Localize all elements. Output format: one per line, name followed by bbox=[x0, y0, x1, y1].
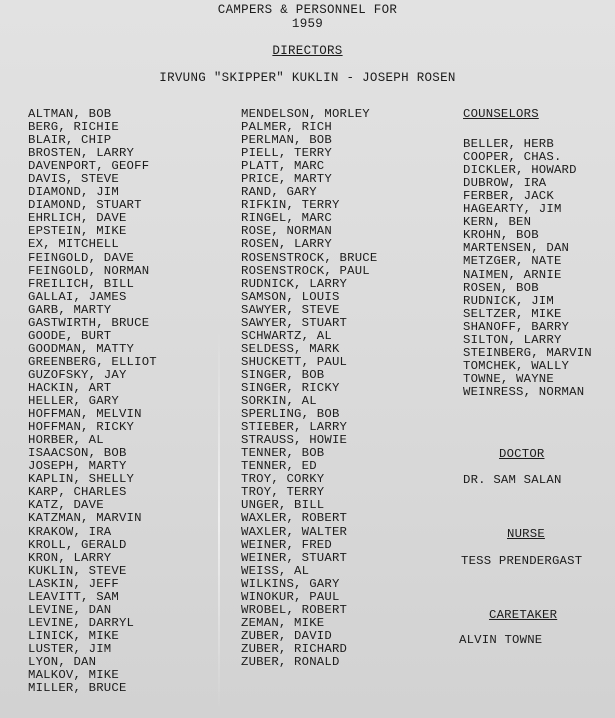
list-item: SELTZER, MIKE bbox=[463, 306, 562, 321]
list-item: SINGER, BOB bbox=[241, 367, 325, 382]
nurse-heading: NURSE bbox=[507, 527, 545, 541]
list-item: DAVENPORT, GEOFF bbox=[28, 159, 150, 174]
list-item: GARB, MARTY bbox=[28, 302, 112, 317]
list-item: MALKOV, MIKE bbox=[28, 668, 119, 683]
list-item: WAXLER, WALTER bbox=[241, 524, 348, 539]
list-item: SHUCKETT, PAUL bbox=[241, 354, 348, 369]
counselors-heading: COUNSELORS bbox=[463, 107, 539, 121]
list-item: SILTON, LARRY bbox=[463, 332, 562, 347]
list-item: ROSE, NORMAN bbox=[241, 224, 332, 239]
list-item: LASKIN, JEFF bbox=[28, 576, 119, 591]
list-item: PERLMAN, BOB bbox=[241, 133, 332, 148]
list-item: MENDELSON, MORLEY bbox=[241, 107, 370, 121]
list-item: WILKINS, GARY bbox=[241, 576, 340, 591]
list-item: DICKLER, HOWARD bbox=[463, 163, 577, 178]
list-item: DIAMOND, JIM bbox=[28, 185, 119, 200]
list-item: JOSEPH, MARTY bbox=[28, 459, 127, 474]
list-item: MILLER, BRUCE bbox=[28, 681, 127, 696]
list-item: TENNER, ED bbox=[241, 459, 317, 474]
counselors-list bbox=[463, 137, 592, 399]
list-item: WROBEL, ROBERT bbox=[241, 602, 348, 617]
doctor-name: DR. SAM SALAN bbox=[463, 473, 562, 487]
list-item: WEINRESS, NORMAN bbox=[463, 384, 585, 399]
list-item: BROSTEN, LARRY bbox=[28, 146, 135, 161]
list-item: STEINBERG, MARVIN bbox=[463, 345, 592, 360]
list-item: DAVIS, STEVE bbox=[28, 172, 119, 187]
list-item: MARTENSEN, DAN bbox=[463, 241, 570, 256]
list-item: SINGER, RICKY bbox=[241, 380, 340, 395]
list-item: EX, MITCHELL bbox=[28, 237, 119, 252]
list-item: RIFKIN, TERRY bbox=[241, 198, 340, 213]
list-item: FERBER, JACK bbox=[463, 189, 554, 204]
list-item: KATZMAN, MARVIN bbox=[28, 511, 142, 526]
list-item: PRICE, MARTY bbox=[241, 172, 332, 187]
list-item: DIAMOND, STUART bbox=[28, 198, 142, 213]
list-item: ROSENSTROCK, PAUL bbox=[241, 263, 370, 278]
caretaker-name: ALVIN TOWNE bbox=[459, 633, 543, 647]
list-item: KERN, BEN bbox=[463, 215, 532, 230]
list-item: LUSTER, JIM bbox=[28, 641, 112, 656]
list-item: WINOKUR, PAUL bbox=[241, 589, 340, 604]
list-item: ALTMAN, BOB bbox=[28, 107, 112, 121]
list-item: COOPER, CHAS. bbox=[463, 150, 562, 165]
list-item: LINICK, MIKE bbox=[28, 628, 119, 643]
list-item: PIELL, TERRY bbox=[241, 146, 332, 161]
list-item: SELDESS, MARK bbox=[241, 341, 340, 356]
list-item: ROSENSTROCK, BRUCE bbox=[241, 250, 378, 265]
list-item: ZUBER, RONALD bbox=[241, 654, 340, 669]
list-item: DUBROW, IRA bbox=[463, 176, 547, 191]
list-item: BERG, RICHIE bbox=[28, 120, 119, 135]
directors-heading: DIRECTORS bbox=[272, 44, 343, 58]
nurse-name: TESS PRENDERGAST bbox=[461, 554, 583, 568]
list-item: SPERLING, BOB bbox=[241, 407, 340, 422]
list-item: KUKLIN, STEVE bbox=[28, 563, 127, 578]
list-item: TROY, CORKY bbox=[241, 472, 325, 487]
list-item: KRON, LARRY bbox=[28, 550, 112, 565]
list-item: GOODMAN, MATTY bbox=[28, 341, 135, 356]
list-item: STRAUSS, HOWIE bbox=[241, 433, 348, 448]
list-item: WEISS, AL bbox=[241, 563, 310, 578]
list-item: NAIMEN, ARNIE bbox=[463, 267, 562, 282]
list-item: KRAKOW, IRA bbox=[28, 524, 112, 539]
list-item: ZEMAN, MIKE bbox=[241, 615, 325, 630]
list-item: TENNER, BOB bbox=[241, 446, 325, 461]
list-item: LEAVITT, SAM bbox=[28, 589, 119, 604]
paper-crease bbox=[218, 330, 220, 710]
list-item: TOMCHEK, WALLY bbox=[463, 358, 570, 373]
list-item: EHRLICH, DAVE bbox=[28, 211, 127, 226]
counselors-column bbox=[463, 107, 592, 399]
list-item: ZUBER, RICHARD bbox=[241, 641, 348, 656]
list-item: HOFFMAN, RICKY bbox=[28, 420, 135, 435]
list-item: HELLER, GARY bbox=[28, 394, 119, 409]
list-item: RAND, GARY bbox=[241, 185, 317, 200]
list-item: GASTWIRTH, BRUCE bbox=[28, 315, 150, 330]
list-item: WEINER, FRED bbox=[241, 537, 332, 552]
list-item: ROSEN, BOB bbox=[463, 280, 539, 295]
document-title: CAMPERS & PERSONNEL FOR bbox=[217, 3, 398, 17]
list-item: SCHWARTZ, AL bbox=[241, 328, 332, 343]
list-item: KROLL, GERALD bbox=[28, 537, 127, 552]
list-item: KROHN, BOB bbox=[463, 228, 539, 243]
list-item: TROY, TERRY bbox=[241, 485, 325, 500]
list-item: SHANOFF, BARRY bbox=[463, 319, 570, 334]
list-item: LEVINE, DARRYL bbox=[28, 615, 135, 630]
campers-column-2 bbox=[241, 108, 377, 669]
list-item: GOODE, BURT bbox=[28, 328, 112, 343]
list-item: BLAIR, CHIP bbox=[28, 133, 112, 148]
list-item: SAWYER, STUART bbox=[241, 315, 348, 330]
list-item: UNGER, BILL bbox=[241, 498, 325, 513]
list-item: LEVINE, DAN bbox=[28, 602, 112, 617]
list-item: TOWNE, WAYNE bbox=[463, 371, 554, 386]
list-item: HORBER, AL bbox=[28, 433, 104, 448]
list-item: HACKIN, ART bbox=[28, 380, 112, 395]
list-item: SAMSON, LOUIS bbox=[241, 289, 340, 304]
list-item: WEINER, STUART bbox=[241, 550, 348, 565]
list-item: KAPLIN, SHELLY bbox=[28, 472, 135, 487]
list-item: GALLAI, JAMES bbox=[28, 289, 127, 304]
spacer bbox=[463, 121, 592, 138]
list-item: GREENBERG, ELLIOT bbox=[28, 354, 157, 369]
list-item: HOFFMAN, MELVIN bbox=[28, 407, 142, 422]
list-item: SAWYER, STEVE bbox=[241, 302, 340, 317]
list-item: KATZ, DAVE bbox=[28, 498, 104, 513]
list-item: METZGER, NATE bbox=[463, 254, 562, 269]
list-item: ZUBER, DAVID bbox=[241, 628, 332, 643]
list-item: WAXLER, ROBERT bbox=[241, 511, 348, 526]
campers-column-1 bbox=[28, 108, 157, 695]
list-item: FEINGOLD, NORMAN bbox=[28, 263, 150, 278]
list-item: RINGEL, MARC bbox=[241, 211, 332, 226]
list-item: EPSTEIN, MIKE bbox=[28, 224, 127, 239]
list-item: PLATT, MARC bbox=[241, 159, 325, 174]
list-item: BELLER, HERB bbox=[463, 137, 554, 152]
directors-names: IRVUNG "SKIPPER" KUKLIN - JOSEPH ROSEN bbox=[159, 71, 456, 85]
list-item: ISAACSON, BOB bbox=[28, 446, 127, 461]
doctor-heading: DOCTOR bbox=[499, 447, 545, 461]
caretaker-heading: CARETAKER bbox=[489, 608, 558, 622]
list-item: HAGEARTY, JIM bbox=[463, 202, 562, 217]
list-item: ROSEN, LARRY bbox=[241, 237, 332, 252]
list-item: PALMER, RICH bbox=[241, 120, 332, 135]
document-year: 1959 bbox=[291, 17, 324, 31]
list-item: LYON, DAN bbox=[28, 654, 97, 669]
list-item: SORKIN, AL bbox=[241, 394, 317, 409]
list-item: FREILICH, BILL bbox=[28, 276, 135, 291]
list-item: STIEBER, LARRY bbox=[241, 420, 348, 435]
list-item: FEINGOLD, DAVE bbox=[28, 250, 135, 265]
list-item: KARP, CHARLES bbox=[28, 485, 127, 500]
list-item: GUZOFSKY, JAY bbox=[28, 367, 127, 382]
list-item: RUDNICK, LARRY bbox=[241, 276, 348, 291]
list-item: RUDNICK, JIM bbox=[463, 293, 554, 308]
